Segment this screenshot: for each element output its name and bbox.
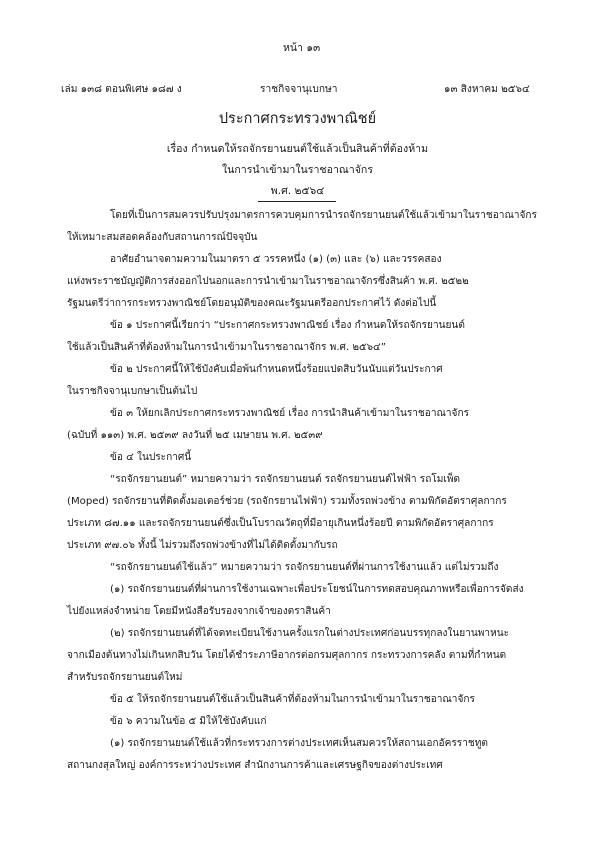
announcement-subject-line-2: ในการนำเข้ามาในราชอาณาจักร [221, 164, 374, 176]
gazette-volume: เล่ม ๑๓๘ ตอนพิเศษ ๑๘๗ ง [61, 84, 182, 95]
body-line: สำหรับรถจักรยานยนต์ใหม่ [67, 672, 183, 683]
body-line: ข้อ ๓ ให้ยกเลิกประกาศกระทรวงพาณิชย์ เรื่อง การนำสินค้าเข้ามาในราชอาณาจักร [110, 408, 469, 419]
body-line: ข้อ ๒ ประกาศนี้ให้ใช้บังคับเมื่อพ้นกำหนดหนึ่งร้อยแปดสิบวันนับแต่วันประกาศ [110, 364, 443, 375]
page-number: หน้า ๑๓ [283, 42, 321, 54]
body-line: (๑) รถจักรยานยนต์ที่ผ่านการใช้งานเฉพาะเพื่อประโยชน์ในการทดสอบคุณภาพหรือเพื่อการจัดส่ง [110, 584, 524, 595]
body-line: อาศัยอำนาจตามความในมาตรา ๕ วรรคหนึ่ง (๑) (๓) และ (๖) และวรรคสอง [110, 254, 442, 265]
body-line: รัฐมนตรีว่าการกระทรวงพาณิชย์โดยอนุมัติของคณะรัฐมนตรีออกประกาศไว้ ดังต่อไปนี้ [67, 298, 437, 309]
body-line: “รถจักรยานยนต์” หมายความว่า รถจักรยานยนต์ รถจักรยานยนต์ไฟฟ้า รถโมเพ็ด [110, 474, 461, 485]
body-line: ในราชกิจจานุเบกษาเป็นต้นไป [67, 386, 198, 397]
body-line: “รถจักรยานยนต์ใช้แล้ว” หมายความว่า รถจักรยานยนต์ที่ผ่านการใช้งานแล้ว แต่ไม่รวมถึง [110, 562, 499, 573]
body-line: ใช้แล้วเป็นสินค้าที่ต้องห้ามในการนำเข้ามาในราชอาณาจักร พ.ศ. ๒๕๖๔” [67, 342, 386, 353]
body-line: จากเมืองต้นทางไม่เกินหกสิบวัน โดยได้ชำระภาษีอากรต่อกรมศุลกากร กระทรวงการคลัง ตามที่กำหนด [67, 650, 507, 661]
body-line: สถานกงสุลใหญ่ องค์การระหว่างประเทศ สำนักงานการค้าและเศรษฐกิจของต่างประเทศ [67, 760, 443, 771]
body-line: ข้อ ๖ ความในข้อ ๕ มิให้ใช้บังคับแก่ [110, 716, 267, 727]
body-line: ให้เหมาะสมสอดคล้องกับสถานการณ์ปัจจุบัน [67, 232, 258, 243]
body-line: (ฉบับที่ ๑๑๓) พ.ศ. ๒๕๓๙ ลงวันที่ ๒๕ เมษายน พ.ศ. ๒๕๓๙ [67, 430, 323, 441]
body-line: (๑) รถจักรยานยนต์ใช้แล้วที่กระทรวงการต่างประเทศเห็นสมควรให้สถานเอกอัครราชทูต [110, 738, 488, 749]
body-line: (Moped) รถจักรยานที่ติดตั้งมอเตอร์ช่วย (รถจักรยานไฟฟ้า) รวมทั้งรถพ่วงข้าง ตามพิกัดอัตราศุลกากร [67, 496, 507, 507]
title-divider [258, 201, 336, 202]
announcement-year: พ.ศ. ๒๕๖๔ [270, 185, 325, 197]
body-line: ข้อ ๔ ในประกาศนี้ [110, 452, 192, 463]
body-line: ประเภท ๘๗.๑๑ และรถจักรยานยนต์ซึ่งเป็นโบราณวัตถุที่มีอายุเกินหนึ่งร้อยปี ตามพิกัดอัตราศุลกากร [67, 518, 494, 529]
body-line: ไปยังแหล่งจำหน่าย โดยมีหนังสือรับรองจากเจ้าของตราสินค้า [67, 606, 331, 617]
body-line: ประเภท ๙๗.๐๖ ทั้งนี้ ไม่รวมถึงรถพ่วงข้างที่ไม่ได้ติดตั้งมากับรถ [67, 540, 338, 551]
gazette-date: ๑๓ สิงหาคม ๒๕๖๔ [444, 84, 530, 95]
body-line: แห่งพระราชบัญญัติการส่งออกไปนอกและการนำเข้ามาในราชอาณาจักรซึ่งสินค้า พ.ศ. ๒๕๒๒ [67, 276, 469, 287]
body-line: (๒) รถจักรยานยนต์ที่ได้จดทะเบียนใช้งานครั้งแรกในต่างประเทศก่อนบรรทุกลงในยานพาหนะ [110, 628, 510, 639]
gazette-name: ราชกิจจานุเบกษา [260, 84, 338, 95]
announcement-title: ประกาศกระทรวงพาณิชย์ [218, 111, 377, 127]
body-line: ข้อ ๕ ให้รถจักรยานยนต์ใช้แล้วเป็นสินค้าที่ต้องห้ามในการนำเข้ามาในราชอาณาจักร [110, 694, 475, 705]
body-line: ข้อ ๑ ประกาศนี้เรียกว่า “ประกาศกระทรวงพาณิชย์ เรื่อง กำหนดให้รถจักรยานยนต์ [110, 320, 465, 331]
body-line: โดยที่เป็นการสมควรปรับปรุงมาตรการควบคุมการนำรถจักรยานยนต์ใช้แล้วเข้ามาในราชอาณาจักร [110, 210, 537, 221]
announcement-subject-line-1: เรื่อง กำหนดให้รถจักรยานยนต์ใช้แล้วเป็นสินค้าที่ต้องห้าม [166, 143, 429, 155]
